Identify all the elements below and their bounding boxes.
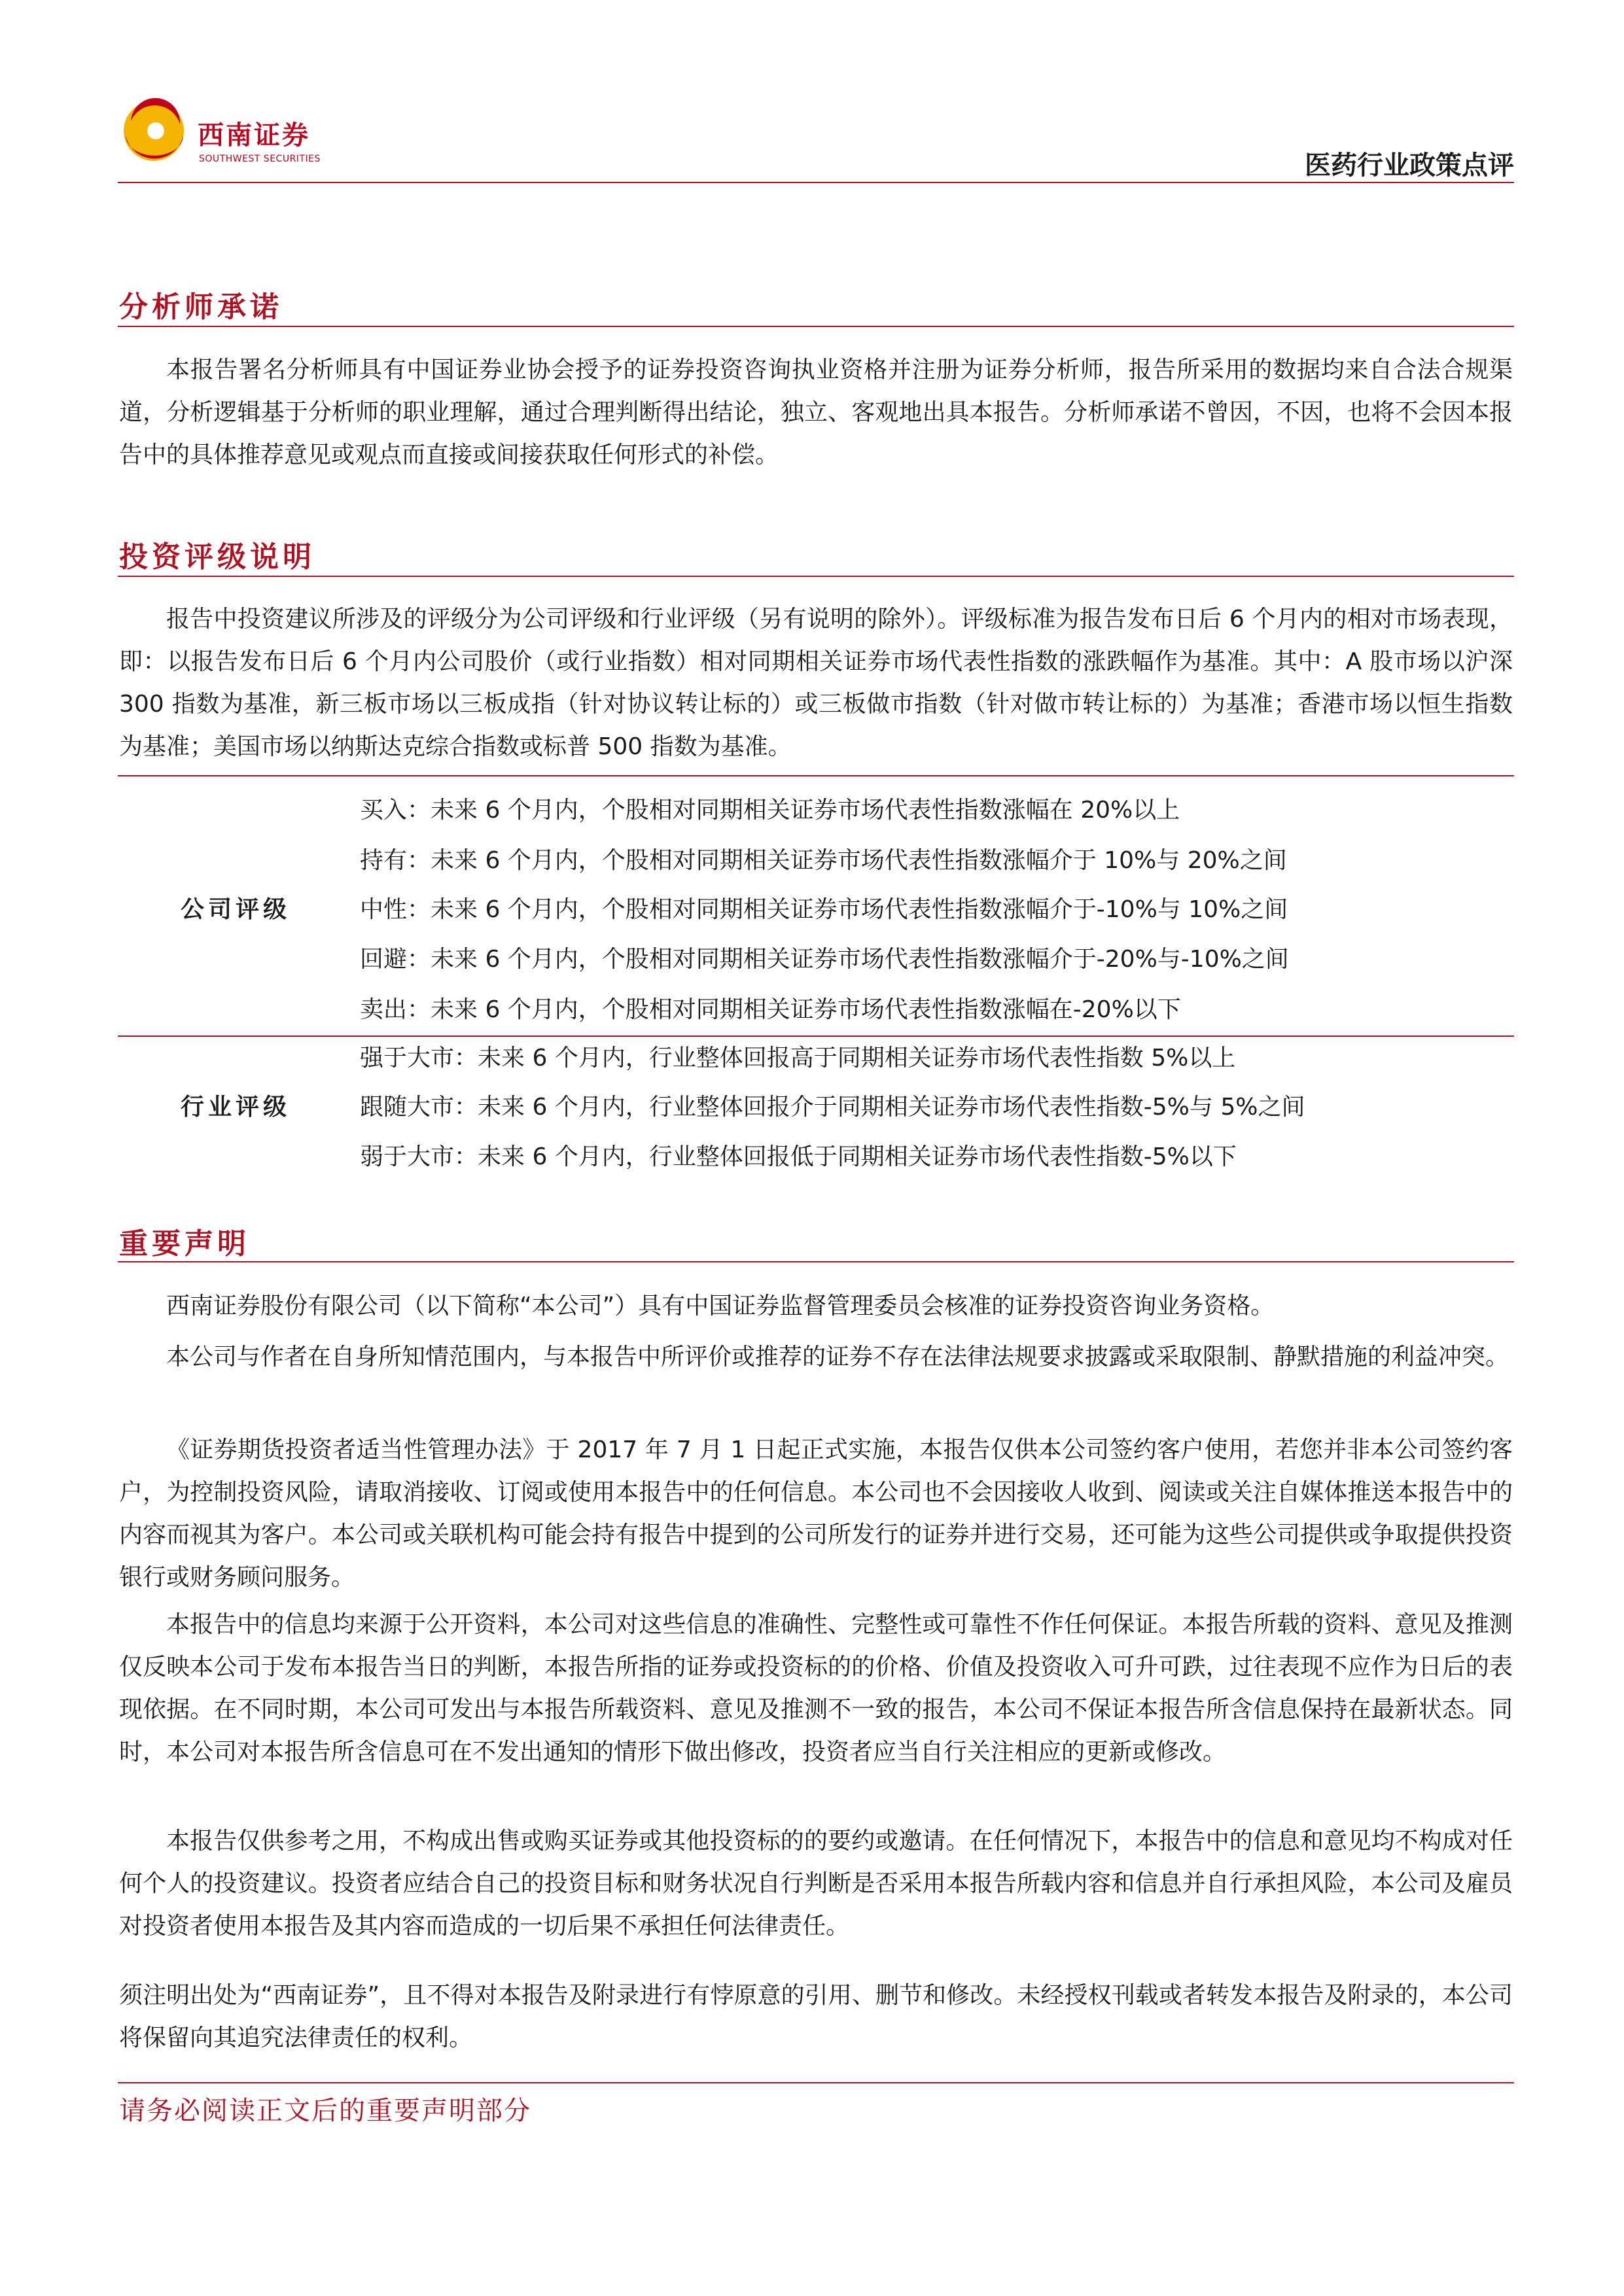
section-divider: [118, 1261, 1514, 1262]
notice-paragraph: 《证券期货投资者适当性管理办法》于 2017 年 7 月 1 日起正式实施，本报告仅供本公司签约客户使用，若您并非本公司签约客户，为控制投资风险，请取消接收、订阅或使用本报告中的任何信息。本公司也不会因接收人收到、阅读或关注自媒体推送本报告中的内容而视其为客户。本公司或关联机构可能会持有报告中提到的公司所发行的证券并进行交易，还可能为这些公司提供或争取提供投资银行或财务顾问服务。: [119, 1436, 1513, 1591]
logo-chinese-name: 西南证券: [198, 120, 310, 150]
page-header: [118, 88, 1514, 183]
header-divider: [118, 182, 1514, 183]
notice-paragraph: 本报告仅供参考之用，不构成出售或购买证券或其他投资标的的要约或邀请。在任何情况下，本报告中的信息和意见均不构成对任何个人的投资建议。投资者应结合自己的投资目标和财务状况自行判断是否采用本报告所载内容和信息并自行承担风险，本公司及雇员对投资者使用本报告及其内容而造成的一切后果不承担任何法律责任。: [119, 1828, 1513, 1939]
analyst-commitment-text: 本报告署名分析师具有中国证券业协会授予的证券投资咨询执业资格并注册为证券分析师，报告所采用的数据均来自合法合规渠道，分析逻辑基于分析师的职业理解，通过合理判断得出结论，独立、客观地出具本报告。分析师承诺不曾因，不因，也将不会因本报告中的具体推荐意见或观点而直接或间接获取任何形式的补偿。: [119, 357, 1513, 468]
notice-paragraph: 本公司与作者在自身所知情范围内，与本报告中所评价或推荐的证券不存在法律法规要求披露或采取限制、静默措施的利益冲突。: [166, 1344, 1509, 1370]
company-rating-row: 买入：未来 6 个月内，个股相对同期相关证券市场代表性指数涨幅在 20%以上: [360, 797, 1180, 824]
company-rating-row: 中性：未来 6 个月内，个股相对同期相关证券市场代表性指数涨幅介于-10%与 10%之间: [360, 896, 1288, 923]
table-top-rule: [118, 775, 1514, 776]
rating-explanation-text: 报告中投资建议所涉及的评级分为公司评级和行业评级（另有说明的除外）。评级标准为报告发布日后 6 个月内的相对市场表现，即：以报告发布日后 6 个月内公司股价（或行业指数）相对同期相关证券市场代表性指数的涨跌幅作为基准。其中：A 股市场以沪深 300 指数为基准，新三板市场以三板成指（针对协议转让标的）或三板做市指数（针对做市转让标的）为基准；香港市场以恒生指数为基准；美国市场以纳斯达克综合指数或标普 500 指数为基准。: [119, 606, 1513, 760]
section-divider: [118, 326, 1514, 327]
industry-rating-row: 强于大市：未来 6 个月内，行业整体回报高于同期相关证券市场代表性指数 5%以上: [360, 1045, 1236, 1071]
section-divider: [118, 576, 1514, 577]
company-logo: [118, 95, 327, 167]
section-title-analyst-commitment: 分析师承诺: [119, 290, 283, 324]
industry-rating-row: 弱于大市：未来 6 个月内，行业整体回报低于同期相关证券市场代表性指数-5%以下: [360, 1143, 1237, 1170]
logo-english-name: SOUTHWEST SECURITIES: [199, 154, 321, 164]
footer-note: 请务必阅读正文后的重要声明部分: [119, 2096, 531, 2126]
table-middle-rule: [118, 1035, 1514, 1037]
company-rating-row: 回避：未来 6 个月内，个股相对同期相关证券市场代表性指数涨幅介于-20%与-10%之间: [360, 946, 1289, 973]
company-rating-label: 公司评级: [180, 896, 291, 923]
industry-rating-label: 行业评级: [180, 1094, 291, 1121]
logo-emblem-icon: [118, 95, 190, 167]
footer-divider: [118, 2082, 1514, 2083]
industry-rating-row: 跟随大市：未来 6 个月内，行业整体回报介于同期相关证券市场代表性指数-5%与 5%之间: [360, 1094, 1305, 1121]
company-rating-row: 持有：未来 6 个月内，个股相对同期相关证券市场代表性指数涨幅介于 10%与 20%之间: [360, 847, 1287, 874]
section-title-rating-explanation: 投资评级说明: [119, 540, 315, 574]
rating-table: [118, 775, 1514, 1181]
notice-paragraph: 西南证券股份有限公司（以下简称“本公司”）具有中国证券监督管理委员会核准的证券投资咨询业务资格。: [166, 1293, 1275, 1319]
document-category: 医药行业政策点评: [1305, 150, 1514, 181]
company-rating-row: 卖出：未来 6 个月内，个股相对同期相关证券市场代表性指数涨幅在-20%以下: [360, 996, 1181, 1023]
notice-closing: 须注明出处为“西南证券”，且不得对本报告及附录进行有悖原意的引用、删节和修改。未经授权刊载或者转发本报告及附录的，本公司将保留向其追究法律责任的权利。: [119, 1982, 1513, 2051]
notice-paragraph: 本报告中的信息均来源于公开资料，本公司对这些信息的准确性、完整性或可靠性不作任何保证。本报告所载的资料、意见及推测仅反映本公司于发布本报告当日的判断，本报告所指的证券或投资标的的价格、价值及投资收入可升可跌，过往表现不应作为日后的表现依据。在不同时期，本公司可发出与本报告所载资料、意见及推测不一致的报告，本公司不保证本报告所含信息保持在最新状态。同时，本公司对本报告所含信息可在不发出通知的情形下做出修改，投资者应当自行关注相应的更新或修改。: [119, 1611, 1513, 1765]
section-title-important-notice: 重要声明: [119, 1227, 250, 1261]
